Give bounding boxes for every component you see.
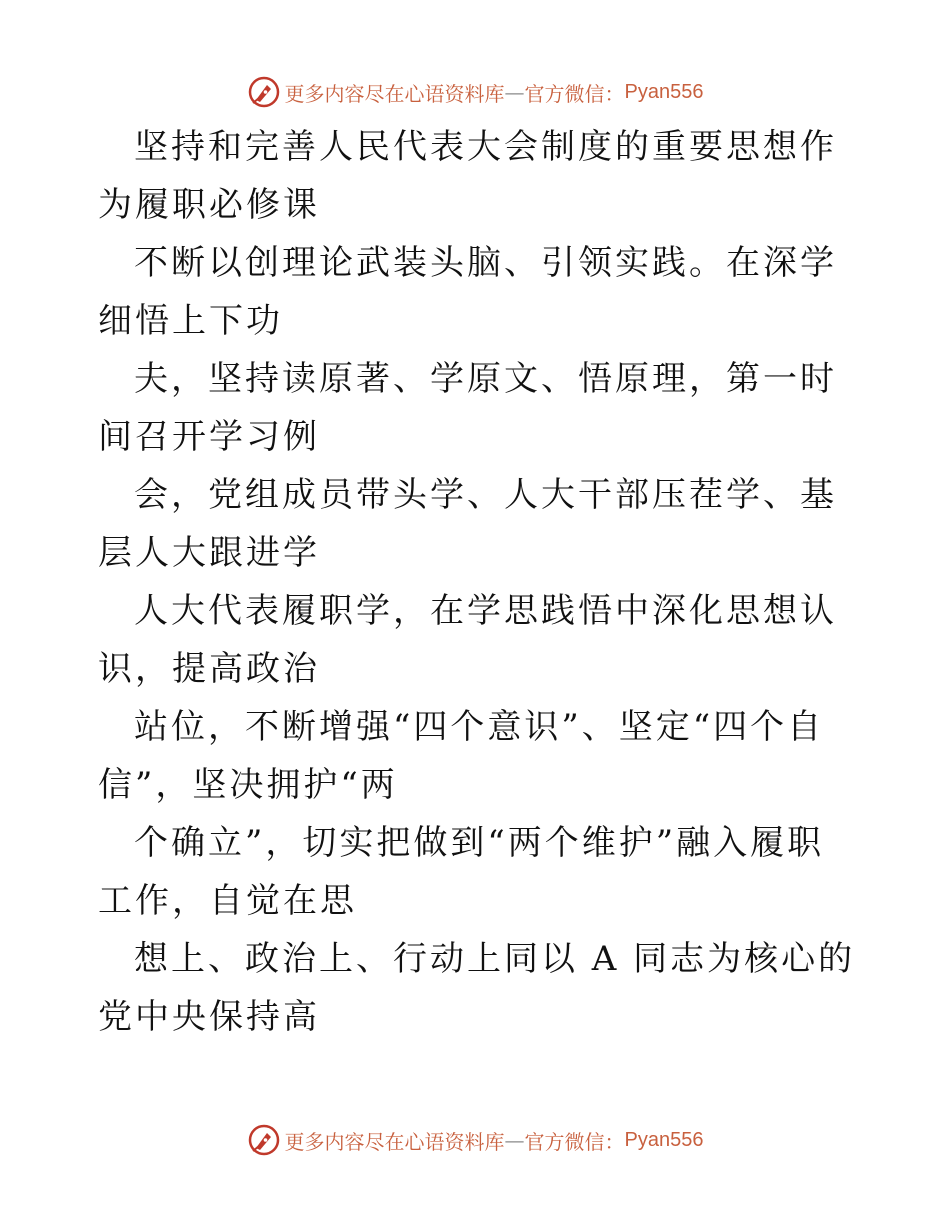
pen-nib-logo-icon bbox=[247, 1123, 281, 1157]
watermark-wechat-id: Pyan556 bbox=[624, 80, 704, 103]
paragraph-8: 想上、政治上、行动上同以 A 同志为核心的党中央保持高 bbox=[98, 939, 856, 1037]
paragraph-2: 不断以创理论武装头脑、引领实践。在深学细悟上下功 bbox=[98, 243, 837, 341]
paragraph-6: 站位，不断增强“四个意识”、坚定“四个自信”，坚决拥护“两 bbox=[98, 707, 825, 805]
document-body bbox=[98, 118, 858, 1046]
header-watermark bbox=[0, 72, 950, 112]
watermark-contact-label: 官方微信： bbox=[524, 1129, 625, 1154]
watermark-dash: — bbox=[504, 80, 525, 104]
watermark-text: 更多内容尽在心语资料库 bbox=[284, 1129, 505, 1154]
watermark-wechat-id: Pyan556 bbox=[624, 1128, 704, 1151]
footer-watermark bbox=[0, 1120, 950, 1160]
paragraph-3: 夫，坚持读原著、学原文、悟原理，第一时间召开学习例 bbox=[98, 359, 837, 457]
paragraph-1: 坚持和完善人民代表大会制度的重要思想作为履职必修课 bbox=[98, 127, 837, 225]
watermark-text: 更多内容尽在心语资料库 bbox=[284, 81, 505, 106]
paragraph-5: 人大代表履职学，在学思践悟中深化思想认识，提高政治 bbox=[98, 591, 837, 689]
watermark-dash: — bbox=[504, 1128, 525, 1152]
watermark-contact-label: 官方微信： bbox=[524, 81, 625, 106]
paragraph-4: 会，党组成员带头学、人大干部压茬学、基层人大跟进学 bbox=[98, 475, 837, 573]
pen-nib-logo-icon bbox=[247, 75, 281, 109]
paragraph-7: 个确立”，切实把做到“两个维护”融入履职工作，自觉在思 bbox=[98, 823, 825, 921]
